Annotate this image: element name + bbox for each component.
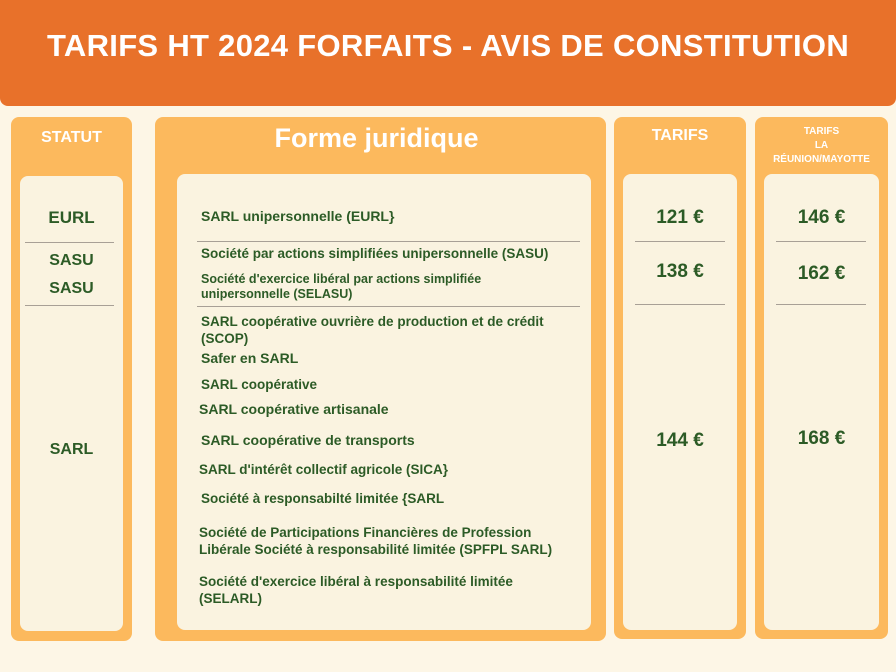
statut-divider-2 [25, 305, 114, 306]
tarifs-dom-column [755, 117, 888, 639]
title-banner [0, 0, 896, 106]
tarifs-dom-header-line1: TARIFS [803, 126, 840, 137]
tarifs-panel [623, 174, 737, 630]
tarifs-divider-1 [635, 241, 725, 242]
tarifs-divider-2 [635, 304, 725, 305]
tarifs-header: TARIFS [651, 127, 709, 144]
statut-sasu-1: SASU [49, 252, 94, 269]
forme-item: SARL coopérative [201, 377, 318, 392]
tarif-sarl: 144 € [656, 430, 704, 451]
tarifs-dom-divider-2 [776, 304, 866, 305]
forme-item: Société par actions simplifiées unipersonnelle (SASU) [201, 246, 549, 261]
tarif-dom-sasu: 162 € [797, 263, 846, 284]
page-title: TARIFS HT 2024 FORFAITS - AVIS DE CONSTITUTION [46, 28, 850, 63]
statut-sasu-2: SASU [49, 280, 94, 297]
statut-header: STATUT [41, 129, 102, 146]
statut-sarl: SARL [49, 441, 94, 458]
forme-divider-2 [197, 306, 580, 307]
tarif-dom-eurl: 146 € [797, 207, 846, 228]
forme-item: SARL unipersonnelle (EURL} [201, 208, 395, 224]
tarifs-dom-header [755, 125, 888, 167]
statut-column [11, 117, 132, 641]
forme-divider-1 [197, 241, 580, 242]
forme-item: Société d'exercice libéral par actions simplifiée unipersonnelle (SELASU) [201, 272, 482, 301]
statut-panel [20, 176, 123, 631]
forme-header: Forme juridique [274, 123, 479, 153]
forme-item: Société de Participations Financières de Profession Libérale Société à responsabilité limitée (SPFPL SARL) [199, 525, 553, 557]
forme-item: SARL d'intérêt collectif agricole (SICA} [199, 462, 449, 477]
forme-column [155, 117, 606, 641]
forme-item: Société d'exercice libéral à responsabilité limitée (SELARL) [199, 574, 513, 606]
forme-item: SARL coopérative artisanale [199, 401, 389, 417]
statut-divider-1 [25, 242, 114, 243]
tarifs-dom-header-line3: RÉUNION/MAYOTTE [773, 154, 870, 165]
tarifs-column [614, 117, 746, 639]
forme-item: Société à responsabilté limitée {SARL [201, 491, 445, 506]
forme-panel [177, 174, 591, 630]
forme-item: SARL coopérative ouvrière de production et de crédit (SCOP) [201, 314, 544, 346]
tarif-eurl: 121 € [656, 207, 704, 228]
statut-eurl: EURL [48, 208, 95, 227]
tarifs-dom-divider-1 [776, 241, 866, 242]
tarifs-dom-header-line2: LA [814, 140, 829, 151]
tarif-sasu: 138 € [656, 261, 704, 282]
forme-item: SARL coopérative de transports [201, 432, 415, 448]
tarif-dom-sarl: 168 € [797, 428, 846, 449]
forme-item: Safer en SARL [201, 350, 299, 366]
tarifs-dom-panel [764, 174, 879, 630]
